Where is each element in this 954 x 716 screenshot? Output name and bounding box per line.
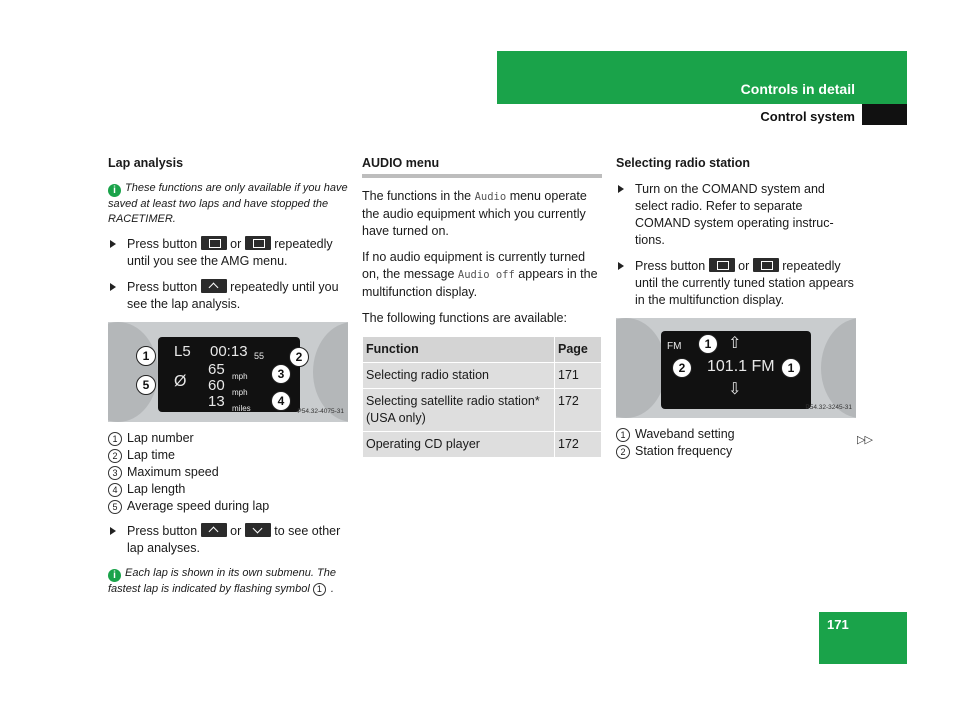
table-header-row: [363, 337, 602, 363]
audio-paragraph-3: The following functions are available:: [362, 311, 567, 325]
lap-time-text: 00:13: [210, 343, 248, 360]
info-icon: i: [108, 569, 121, 582]
bullet-triangle-icon: [110, 283, 116, 291]
lap-length-unit: miles: [232, 404, 251, 413]
arrow-up-button-icon: [201, 523, 227, 537]
table-row: Selecting radio station 171: [363, 363, 602, 389]
table-row: Selecting satellite radio station* (USA only) 172: [363, 389, 602, 432]
callout-5: 5: [136, 375, 156, 395]
continued-icon: ▷▷: [857, 434, 872, 446]
step-item: Press button or to see other lap analyses.: [108, 523, 348, 557]
column-header-function: Function: [363, 337, 555, 363]
section-title: Control system: [760, 109, 855, 124]
lap-number-text: L5: [174, 343, 191, 360]
lap-time-hundredths: 55: [254, 351, 265, 361]
lap-display-figure: [108, 322, 348, 422]
header-band: [497, 51, 907, 104]
arrow-up-icon: ⇧: [728, 335, 742, 352]
callout-2: 2: [672, 358, 692, 378]
radio-display-figure: [616, 318, 856, 418]
lap-length-value: 13: [208, 393, 225, 410]
bullet-triangle-icon: [618, 185, 624, 193]
station-frequency-text: 101.1 FM: [707, 358, 775, 375]
gauge-left: [616, 318, 666, 418]
callout-1: 1: [698, 334, 718, 354]
bullet-triangle-icon: [618, 262, 624, 270]
radio-heading: Selecting radio station: [616, 156, 751, 170]
gauge-left: [108, 322, 158, 422]
legend-item: 5 Average speed during lap: [108, 498, 348, 515]
callout-4: 4: [271, 391, 291, 411]
page-down-button-icon: [753, 258, 779, 272]
page-up-button-icon: [709, 258, 735, 272]
callout-2: 2: [289, 347, 309, 367]
arrow-up-button-icon: [201, 279, 227, 293]
lap-legend: [108, 430, 348, 515]
figure-code: P54.32-3245-31: [805, 404, 852, 411]
max-speed-unit: mph: [232, 372, 248, 381]
legend-item: 2 Station frequency: [616, 443, 876, 460]
callout-1b: 1: [781, 358, 801, 378]
legend-item: 2 Lap time: [108, 447, 348, 464]
column-audio-menu: [362, 155, 602, 458]
info-note: i Each lap is shown in its own submenu. The fastest lap is indicated by flashing symbol 1 .: [108, 567, 336, 595]
step-item: Press button or repeatedly until you see the AMG menu.: [108, 236, 348, 270]
legend-item: 1 Waveband setting: [616, 426, 876, 443]
avg-speed-unit: mph: [232, 388, 248, 397]
callout-3: 3: [271, 364, 291, 384]
avg-speed-value: 60: [208, 377, 225, 394]
figure-code: P54.32-4075-31: [297, 408, 344, 415]
chapter-title: Controls in detail: [740, 81, 855, 97]
section-marker: [862, 104, 907, 125]
arrow-down-button-icon: [245, 523, 271, 537]
functions-table: [362, 336, 602, 458]
page-number: 171: [827, 617, 849, 632]
page-up-button-icon: [201, 236, 227, 250]
column-radio: [616, 155, 876, 460]
table-row: Operating CD player 172: [363, 432, 602, 458]
legend-item: 4 Lap length: [108, 481, 348, 498]
legend-item: 1 Lap number: [108, 430, 348, 447]
callout-1: 1: [136, 346, 156, 366]
waveband-text: FM: [667, 341, 682, 352]
page-down-button-icon: [245, 236, 271, 250]
max-speed-value: 65: [208, 361, 225, 378]
lap-analysis-heading: Lap analysis: [108, 156, 184, 170]
legend-item: 3 Maximum speed: [108, 464, 348, 481]
audio-paragraph-1: The functions in the Audio menu operate the audio equipment which you currently have turned on.: [362, 189, 587, 238]
info-icon: i: [108, 184, 121, 197]
step-item: Turn on the COMAND system and select radio. Refer to separate COMAND system operating instructions.: [616, 181, 850, 249]
arrow-down-icon: ⇩: [728, 381, 742, 398]
column-lap-analysis: [108, 155, 348, 606]
audio-paragraph-2: If no audio equipment is currently turned on, the message Audio off appears in the multifunction display.: [362, 250, 598, 299]
bullet-triangle-icon: [110, 240, 116, 248]
radio-legend: [616, 426, 876, 460]
average-symbol-icon: Ø: [174, 373, 187, 390]
page-number-band: [819, 612, 907, 664]
step-item: Press button or repeatedly until the currently tuned station appears in the multifunction display.: [616, 258, 860, 309]
bullet-triangle-icon: [110, 527, 116, 535]
column-header-page: Page: [555, 337, 602, 363]
section-header: [497, 104, 907, 125]
step-item: Press button repeatedly until you see the lap analysis.: [108, 279, 348, 313]
audio-menu-heading: AUDIO menu: [362, 155, 602, 178]
info-note: i These functions are only available if you have saved at least two laps and have stopped the RACETIMER.: [108, 182, 348, 225]
